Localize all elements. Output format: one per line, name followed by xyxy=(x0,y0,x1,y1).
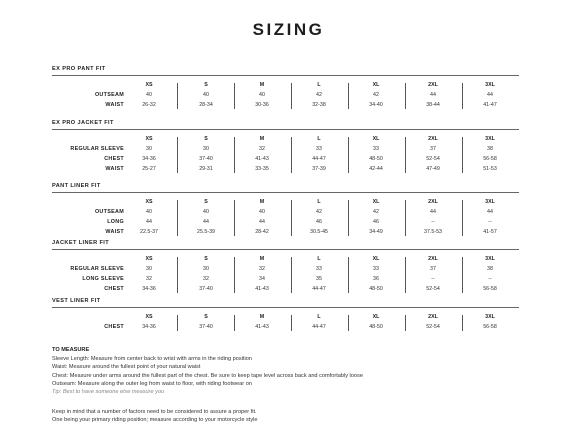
size-header-cell: 3XL xyxy=(485,136,495,142)
table-cell: 47-49 xyxy=(426,166,440,172)
table-cell: 25.5-39 xyxy=(197,229,215,235)
column-divider xyxy=(177,200,178,236)
size-header-cell: 3XL xyxy=(485,82,495,88)
table-cell: 52-54 xyxy=(426,156,440,162)
table-cell: 28-34 xyxy=(199,102,213,108)
table-cell: 41-47 xyxy=(483,102,497,108)
table-row xyxy=(0,322,577,332)
table-cell: 34-40 xyxy=(369,102,383,108)
column-divider xyxy=(177,315,178,331)
table-cell: -- xyxy=(431,219,435,225)
size-header-cell: 3XL xyxy=(485,314,495,320)
table-cell: 38-44 xyxy=(426,102,440,108)
size-table xyxy=(0,134,577,174)
column-divider xyxy=(348,83,349,109)
row-label: OUTSEAM xyxy=(94,209,124,215)
table-cell: 41-43 xyxy=(255,156,269,162)
section-label: PANT LINER FIT xyxy=(52,183,101,189)
table-cell: 44-47 xyxy=(312,156,326,162)
table-cell: 32 xyxy=(259,146,265,152)
table-cell: 44 xyxy=(487,209,493,215)
column-divider xyxy=(405,137,406,173)
column-divider xyxy=(462,315,463,331)
size-table xyxy=(0,254,577,294)
size-header-cell: L xyxy=(317,199,321,205)
column-divider xyxy=(462,83,463,109)
table-row xyxy=(0,217,577,227)
section-divider xyxy=(52,129,519,130)
table-cell: 33-35 xyxy=(255,166,269,172)
row-label: REGULAR SLEEVE xyxy=(70,266,124,272)
table-cell: 38 xyxy=(487,266,493,272)
table-cell: 37 xyxy=(430,266,436,272)
table-cell: 44 xyxy=(430,209,436,215)
size-header-cell: M xyxy=(259,82,265,88)
column-divider xyxy=(405,315,406,331)
column-divider xyxy=(291,257,292,293)
table-cell: 51-53 xyxy=(483,166,497,172)
table-cell: 42 xyxy=(316,92,322,98)
section-divider xyxy=(52,307,519,308)
table-cell: 44 xyxy=(487,92,493,98)
size-header-row xyxy=(0,197,577,207)
page-title: SIZING xyxy=(252,20,325,39)
table-row xyxy=(0,284,577,294)
size-header-cell: S xyxy=(204,314,208,320)
size-header-row xyxy=(0,254,577,264)
table-cell: 35 xyxy=(316,276,322,282)
row-label: CHEST xyxy=(104,286,124,292)
table-cell: 40 xyxy=(146,209,152,215)
row-label: LONG SLEEVE xyxy=(82,276,124,282)
table-cell: 41-57 xyxy=(483,229,497,235)
column-divider xyxy=(348,200,349,236)
table-row xyxy=(0,274,577,284)
table-cell: 52-54 xyxy=(426,324,440,330)
size-table xyxy=(0,80,577,110)
column-divider xyxy=(405,83,406,109)
table-cell: 37-40 xyxy=(199,286,213,292)
table-cell: 40 xyxy=(259,92,265,98)
size-header-cell: M xyxy=(259,256,265,262)
table-cell: 40 xyxy=(203,92,209,98)
row-label: REGULAR SLEEVE xyxy=(70,146,124,152)
section-divider xyxy=(52,75,519,76)
size-header-cell: XS xyxy=(145,136,153,142)
table-cell: 30 xyxy=(203,146,209,152)
size-header-cell: S xyxy=(204,136,208,142)
table-cell: 37.5-53 xyxy=(424,229,442,235)
table-cell: 34-36 xyxy=(142,324,156,330)
size-header-cell: L xyxy=(317,256,321,262)
table-cell: 28-42 xyxy=(255,229,269,235)
fit-note-line: Keep in mind that a number of factors need to be considered to assure a proper fit. xyxy=(52,409,257,415)
column-divider xyxy=(177,257,178,293)
fit-note-line: One being your primary riding position; measure according to your motorcycle style xyxy=(52,417,258,424)
size-header-cell: M xyxy=(259,314,265,320)
column-divider xyxy=(462,137,463,173)
measure-title: TO MEASURE xyxy=(52,347,90,353)
table-cell: 44 xyxy=(203,219,209,225)
table-cell: 42 xyxy=(373,92,379,98)
size-header-cell: XL xyxy=(372,314,380,320)
fit-notes xyxy=(52,408,532,425)
column-divider xyxy=(462,257,463,293)
table-cell: 46 xyxy=(373,219,379,225)
table-row xyxy=(0,154,577,164)
table-cell: 30-36 xyxy=(255,102,269,108)
table-cell: 36 xyxy=(373,276,379,282)
column-divider xyxy=(405,257,406,293)
size-header-cell: S xyxy=(204,199,208,205)
table-cell: 46 xyxy=(316,219,322,225)
table-cell: 26-32 xyxy=(142,102,156,108)
table-cell: 40 xyxy=(146,92,152,98)
table-cell: 30 xyxy=(146,146,152,152)
measure-instructions xyxy=(52,346,532,396)
table-cell: 44 xyxy=(430,92,436,98)
table-cell: 22.5-37 xyxy=(140,229,158,235)
column-divider xyxy=(234,315,235,331)
column-divider xyxy=(348,137,349,173)
table-cell: 34-36 xyxy=(142,286,156,292)
table-row xyxy=(0,207,577,217)
measure-outseam-line: Outseam: Measure along the outer leg from waist to floor, with riding footwear on xyxy=(52,380,252,387)
measure-tip: Tip: Best to have someone else measure you xyxy=(52,389,165,396)
table-cell: 33 xyxy=(373,146,379,152)
size-table xyxy=(0,197,577,237)
size-header-cell: XL xyxy=(372,82,380,88)
size-header-cell: 2XL xyxy=(428,136,438,142)
size-header-cell: 3XL xyxy=(485,199,495,205)
table-cell: 48-50 xyxy=(369,324,383,330)
table-cell: -- xyxy=(488,219,492,225)
table-cell: 30 xyxy=(203,266,209,272)
table-cell: 44-47 xyxy=(312,324,326,330)
table-row xyxy=(0,100,577,110)
size-header-cell: S xyxy=(204,82,208,88)
row-label: WAIST xyxy=(105,166,124,172)
row-label: CHEST xyxy=(104,156,124,162)
size-header-cell: XS xyxy=(145,82,153,88)
table-cell: 37 xyxy=(430,146,436,152)
table-cell: 56-58 xyxy=(483,286,497,292)
section-label: EX PRO JACKET FIT xyxy=(52,120,114,126)
table-cell: 33 xyxy=(316,266,322,272)
section-label: VEST LINER FIT xyxy=(52,298,101,304)
column-divider xyxy=(177,83,178,109)
section-divider xyxy=(52,192,519,193)
table-cell: 25-27 xyxy=(142,166,156,172)
measure-waist-line: Waist: Measure around the fullest point of your natural waist xyxy=(52,364,201,371)
column-divider xyxy=(234,83,235,109)
size-header-cell: L xyxy=(317,314,321,320)
column-divider xyxy=(291,137,292,173)
size-header-cell: XS xyxy=(145,199,153,205)
column-divider xyxy=(291,200,292,236)
table-cell: 40 xyxy=(203,209,209,215)
table-cell: 56-58 xyxy=(483,324,497,330)
size-header-cell: L xyxy=(317,82,321,88)
table-cell: -- xyxy=(488,276,492,282)
table-cell: 42 xyxy=(373,209,379,215)
size-header-cell: XL xyxy=(372,136,380,142)
size-header-cell: M xyxy=(259,136,265,142)
table-cell: 40 xyxy=(259,209,265,215)
table-cell: 33 xyxy=(373,266,379,272)
table-cell: 30 xyxy=(146,266,152,272)
column-divider xyxy=(177,137,178,173)
section-label: EX PRO PANT FIT xyxy=(52,66,106,72)
column-divider xyxy=(234,200,235,236)
table-row xyxy=(0,264,577,274)
table-row xyxy=(0,144,577,154)
table-row xyxy=(0,227,577,237)
table-cell: 44-47 xyxy=(312,286,326,292)
table-cell: 41-43 xyxy=(255,324,269,330)
size-table xyxy=(0,312,577,332)
column-divider xyxy=(348,257,349,293)
table-cell: 41-43 xyxy=(255,286,269,292)
table-cell: 37-40 xyxy=(199,324,213,330)
section-divider xyxy=(52,249,519,250)
size-header-row xyxy=(0,80,577,90)
size-header-row xyxy=(0,134,577,144)
size-header-cell: 2XL xyxy=(428,256,438,262)
size-header-cell: XL xyxy=(372,199,380,205)
table-cell: 38 xyxy=(487,146,493,152)
table-cell: 32 xyxy=(203,276,209,282)
table-cell: -- xyxy=(431,276,435,282)
column-divider xyxy=(291,83,292,109)
column-divider xyxy=(462,200,463,236)
table-cell: 32 xyxy=(259,266,265,272)
size-header-cell: S xyxy=(204,256,208,262)
table-cell: 37-39 xyxy=(312,166,326,172)
table-cell: 48-50 xyxy=(369,286,383,292)
size-header-cell: M xyxy=(259,199,265,205)
size-header-cell: L xyxy=(317,136,321,142)
size-header-cell: 2XL xyxy=(428,314,438,320)
row-label: WAIST xyxy=(105,229,124,235)
section-label: JACKET LINER FIT xyxy=(52,240,110,246)
row-label: WAIST xyxy=(105,102,124,108)
row-label: CHEST xyxy=(104,324,124,330)
column-divider xyxy=(234,257,235,293)
column-divider xyxy=(348,315,349,331)
table-cell: 52-54 xyxy=(426,286,440,292)
table-cell: 48-50 xyxy=(369,156,383,162)
size-header-cell: 2XL xyxy=(428,199,438,205)
table-cell: 32-38 xyxy=(312,102,326,108)
column-divider xyxy=(291,315,292,331)
row-label: LONG xyxy=(107,219,124,225)
table-cell: 42 xyxy=(316,209,322,215)
size-header-row xyxy=(0,312,577,322)
table-cell: 44 xyxy=(259,219,265,225)
table-cell: 33 xyxy=(316,146,322,152)
table-cell: 44 xyxy=(146,219,152,225)
table-cell: 32 xyxy=(146,276,152,282)
table-cell: 34-36 xyxy=(142,156,156,162)
size-header-cell: XL xyxy=(372,256,380,262)
measure-sleeve-line: Sleeve Length: Measure from center back to wrist with arms in the riding position xyxy=(52,356,252,362)
table-cell: 42-44 xyxy=(369,166,383,172)
measure-chest-line: Chest: Measure under arms around the fullest part of the chest. Be sure to keep tape level across back and comfortably loose xyxy=(52,372,363,379)
column-divider xyxy=(234,137,235,173)
size-header-cell: 3XL xyxy=(485,256,495,262)
table-cell: 34-49 xyxy=(369,229,383,235)
table-cell: 37-40 xyxy=(199,156,213,162)
size-header-cell: 2XL xyxy=(428,82,438,88)
table-cell: 34 xyxy=(259,276,265,282)
table-cell: 29-31 xyxy=(199,166,213,172)
row-label: OUTSEAM xyxy=(94,92,124,98)
table-row xyxy=(0,90,577,100)
table-cell: 30.5-45 xyxy=(310,229,328,235)
table-cell: 56-58 xyxy=(483,156,497,162)
size-header-cell: XS xyxy=(145,256,153,262)
table-row xyxy=(0,164,577,174)
size-header-cell: XS xyxy=(145,314,153,320)
column-divider xyxy=(405,200,406,236)
